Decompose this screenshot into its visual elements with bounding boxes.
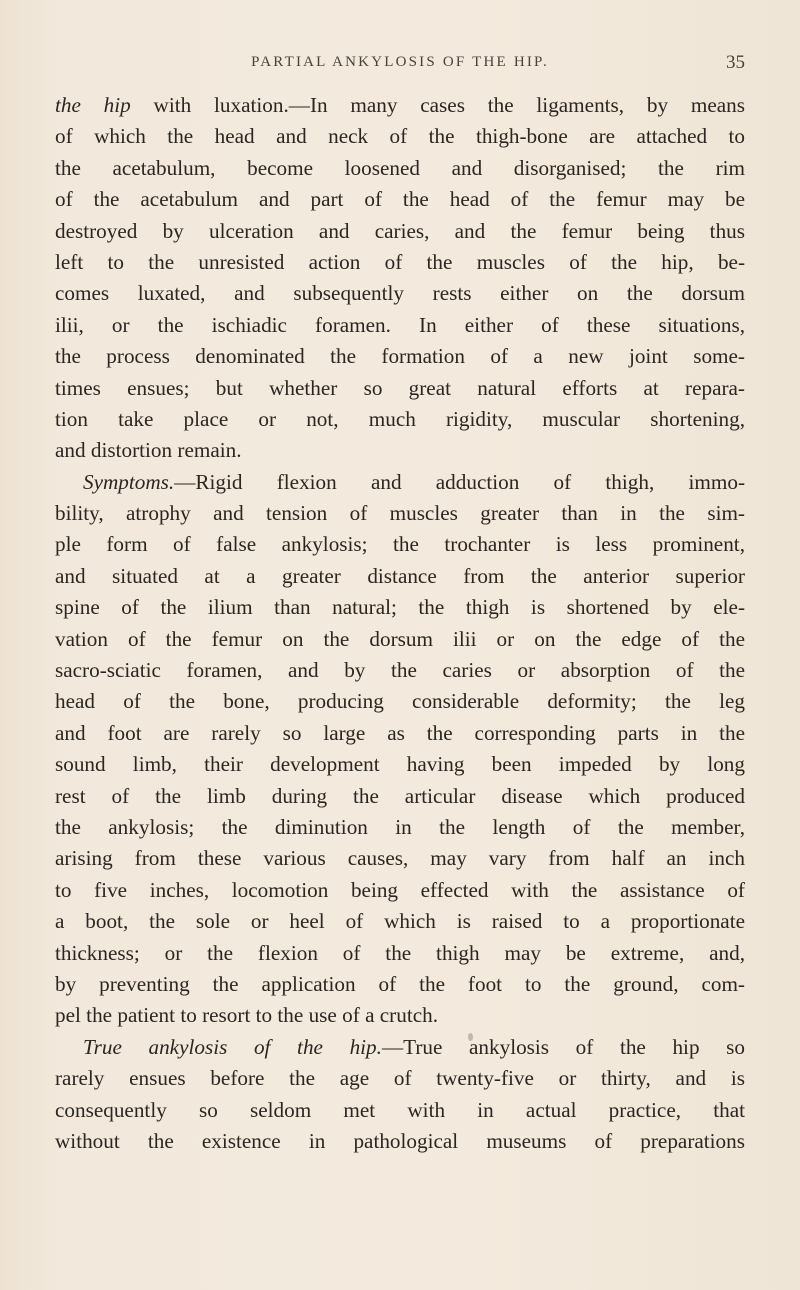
ink-spot — [468, 1033, 473, 1041]
text-line: sound limb, their development having been impeded by long — [55, 752, 745, 777]
text-line: rarely ensues before the age of twenty-five or thirty, and is — [55, 1066, 745, 1091]
page-number: 35 — [726, 52, 745, 73]
italic-phrase: the hip — [55, 93, 131, 117]
text-line: the acetabulum, become loosened and disorganised; the rim — [55, 155, 745, 180]
text-line: consequently so seldom met with in actual practice, that — [55, 1097, 745, 1122]
text-line: rest of the limb during the articular disease which produced — [55, 783, 745, 808]
running-head — [55, 54, 745, 78]
true-ankylosis-heading: True ankylosis of the hip. — [83, 1034, 382, 1059]
text-line: the hip with luxation.—In many cases the ligaments, by means — [55, 93, 745, 117]
text-line: to five inches, locomotion being effected with the assistance of — [55, 877, 745, 902]
text-line: head of the bone, producing considerable deformity; the leg — [55, 689, 745, 714]
true-ankylosis-heading-line: True ankylosis of the hip.—True ankylosis of the hip so — [83, 1034, 745, 1059]
text-line: the ankylosis; the diminution in the length of the member, — [55, 814, 745, 839]
text-line: arising from these various causes, may vary from half an inch — [55, 846, 745, 871]
text-line: of which the head and neck of the thigh-bone are attached to — [55, 124, 745, 149]
text-line: bility, atrophy and tension of muscles greater than in the sim- — [55, 501, 745, 526]
symptoms-heading: Symptoms. — [83, 469, 175, 494]
text-line: destroyed by ulceration and caries, and the femur being thus — [55, 218, 745, 243]
text-line: comes luxated, and subsequently rests either on the dorsum — [55, 281, 745, 306]
text-line: and situated at a greater distance from the anterior superior — [55, 563, 745, 588]
body-text — [55, 90, 745, 1157]
text-line: vation of the femur on the dorsum ilii or on the edge of the — [55, 626, 745, 651]
text-line: left to the unresisted action of the muscles of the hip, be- — [55, 249, 745, 274]
text-line: tion take place or not, much rigidity, muscular shortening, — [55, 406, 745, 431]
text-line: of the acetabulum and part of the head of the femur may be — [55, 187, 745, 212]
text-line: times ensues; but whether so great natural efforts at repara- — [55, 375, 745, 400]
text-line: and distortion remain. — [55, 438, 242, 463]
text-line: and foot are rarely so large as the corresponding parts in the — [55, 720, 745, 745]
text-line: ilii, or the ischiadic foramen. In either of these situations, — [55, 312, 745, 337]
text-line: by preventing the application of the foot to the ground, com- — [55, 971, 745, 996]
text-line: the process denominated the formation of a new joint some- — [55, 344, 745, 369]
text-line: sacro-sciatic foramen, and by the caries or absorption of the — [55, 658, 745, 683]
running-title: PARTIAL ANKYLOSIS OF THE HIP. — [251, 54, 549, 70]
text-line: ple form of false ankylosis; the trochanter is less prominent, — [55, 532, 745, 557]
text-line: a boot, the sole or heel of which is raised to a proportionate — [55, 909, 745, 934]
text-line: without the existence in pathological museums of preparations — [55, 1128, 745, 1153]
symptoms-heading-line: Symptoms.—Rigid flexion and adduction of thigh, immo- — [83, 469, 745, 494]
text-line: spine of the ilium than natural; the thigh is shortened by ele- — [55, 595, 745, 620]
text-line: pel the patient to resort to the use of a crutch. — [55, 1003, 439, 1028]
text-line: thickness; or the flexion of the thigh may be extreme, and, — [55, 940, 745, 965]
